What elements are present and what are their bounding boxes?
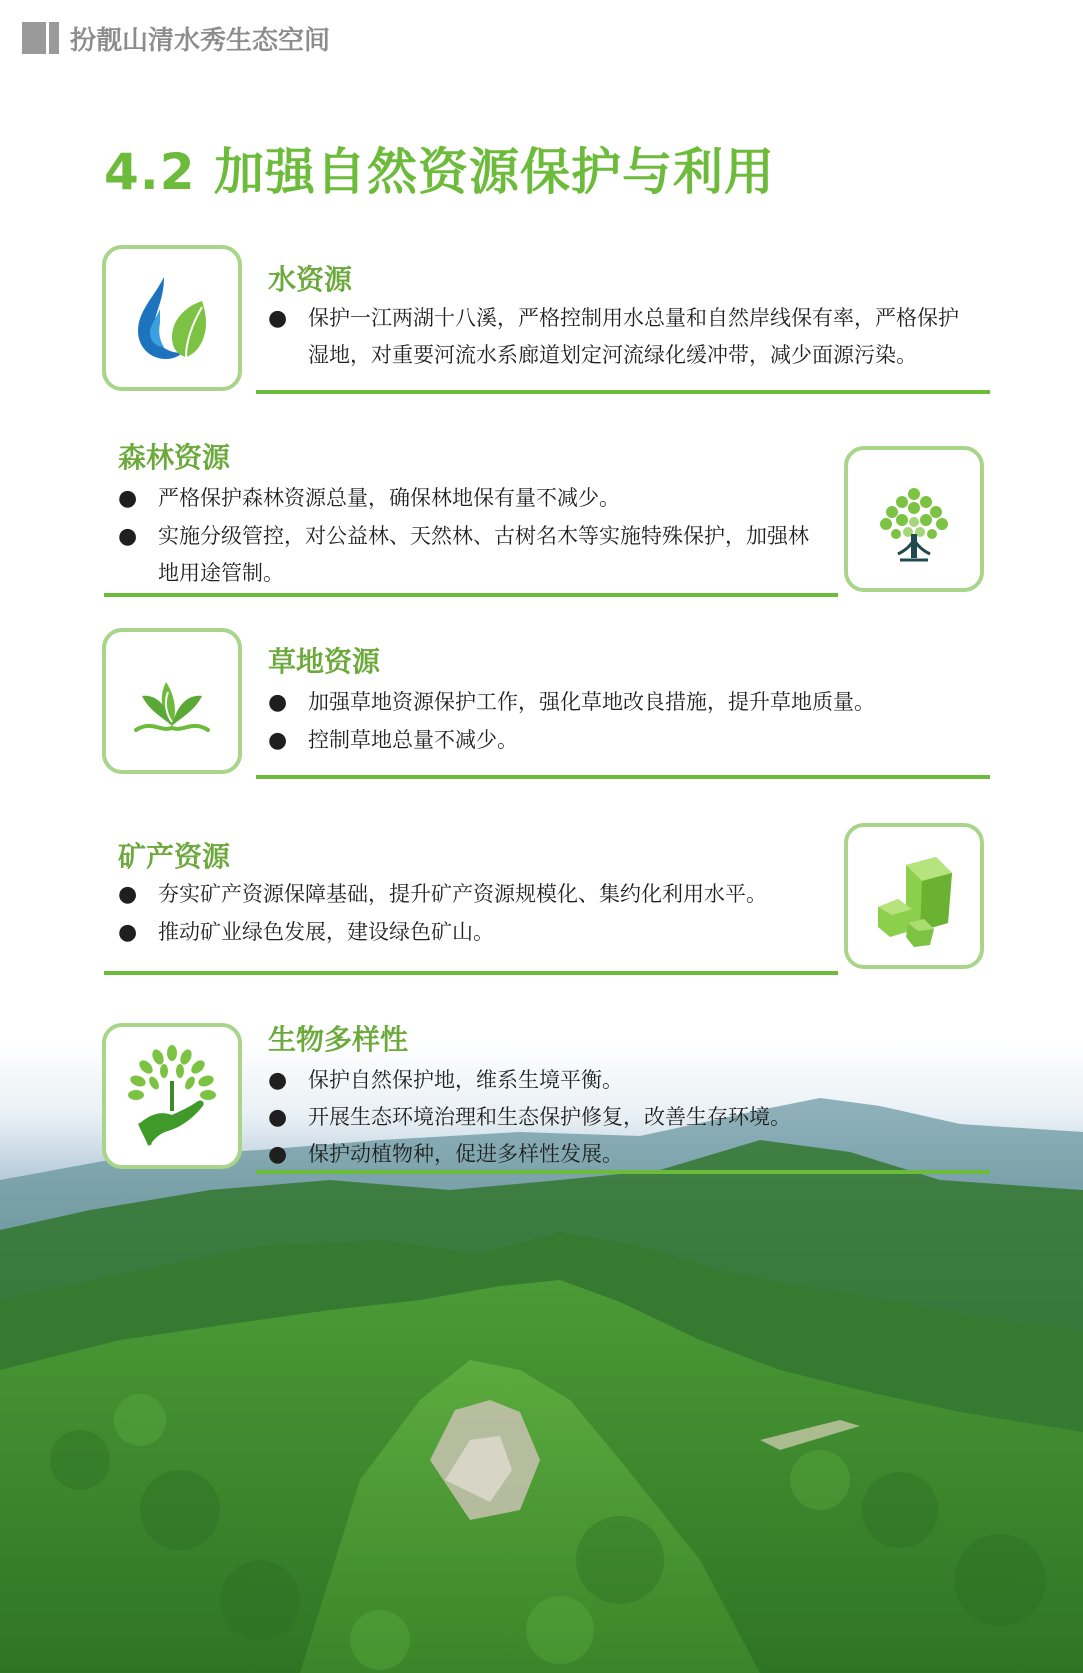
- list-item: ● 夯实矿产资源保障基础，提升矿产资源规模化、集约化利用水平。: [118, 882, 767, 907]
- list-item: ● 保护动植物种，促进多样性发展。: [268, 1142, 623, 1167]
- grass-sprout-icon: [106, 632, 238, 770]
- list-item: ● 实施分级管控，对公益林、天然林、古树名木等实施特殊保护，加强林地用途管制。: [118, 524, 809, 585]
- section-title-grassland: 草地资源: [268, 645, 381, 678]
- hand-tree-icon: [106, 1027, 238, 1165]
- list-item: ● 保护一江两湖十八溪，严格控制用水总量和自然岸线保有率，严格保护湿地，对重要河流水系廊道划定河流绿化缓冲带，减少面源污染。: [268, 300, 978, 374]
- mineral-crystal-icon: [848, 827, 980, 965]
- section-title-mineral: 矿产资源: [118, 840, 231, 873]
- biodiversity-icon-box: [102, 1023, 242, 1169]
- section-divider: [256, 390, 990, 394]
- header-section-label: 扮靓山清水秀生态空间: [70, 26, 331, 56]
- header-marker-bar: [22, 22, 46, 54]
- water-resource-icon-box: [102, 245, 242, 391]
- list-item: ● 严格保护森林资源总量，确保林地保有量不减少。: [118, 486, 620, 511]
- mineral-resource-icon-box: [844, 823, 984, 969]
- list-item: ● 加强草地资源保护工作，强化草地改良措施，提升草地质量。: [268, 690, 875, 715]
- section-title-biodiversity: 生物多样性: [268, 1023, 409, 1056]
- water-drop-leaf-icon: [106, 249, 238, 387]
- bullet-dot: ●: [268, 306, 288, 331]
- header-marker-bar-thin: [49, 22, 59, 54]
- page-title: 4.2 加强自然资源保护与利用: [104, 143, 775, 201]
- list-item: ● 推动矿业绿色发展，建设绿色矿山。: [118, 920, 494, 945]
- tree-icon: [848, 450, 980, 588]
- section-title-forest: 森林资源: [118, 441, 231, 474]
- forest-resource-icon-box: [844, 446, 984, 592]
- section-divider: [256, 1170, 990, 1174]
- section-divider: [104, 971, 838, 975]
- section-divider: [104, 593, 838, 597]
- section-title-water: 水资源: [268, 263, 353, 296]
- list-item: ● 开展生态环境治理和生态保护修复，改善生存环境。: [268, 1105, 791, 1130]
- list-item: ● 控制草地总量不减少。: [268, 728, 518, 753]
- grassland-resource-icon-box: [102, 628, 242, 774]
- section-divider: [256, 775, 990, 779]
- list-item: ● 保护自然保护地，维系生境平衡。: [268, 1068, 623, 1093]
